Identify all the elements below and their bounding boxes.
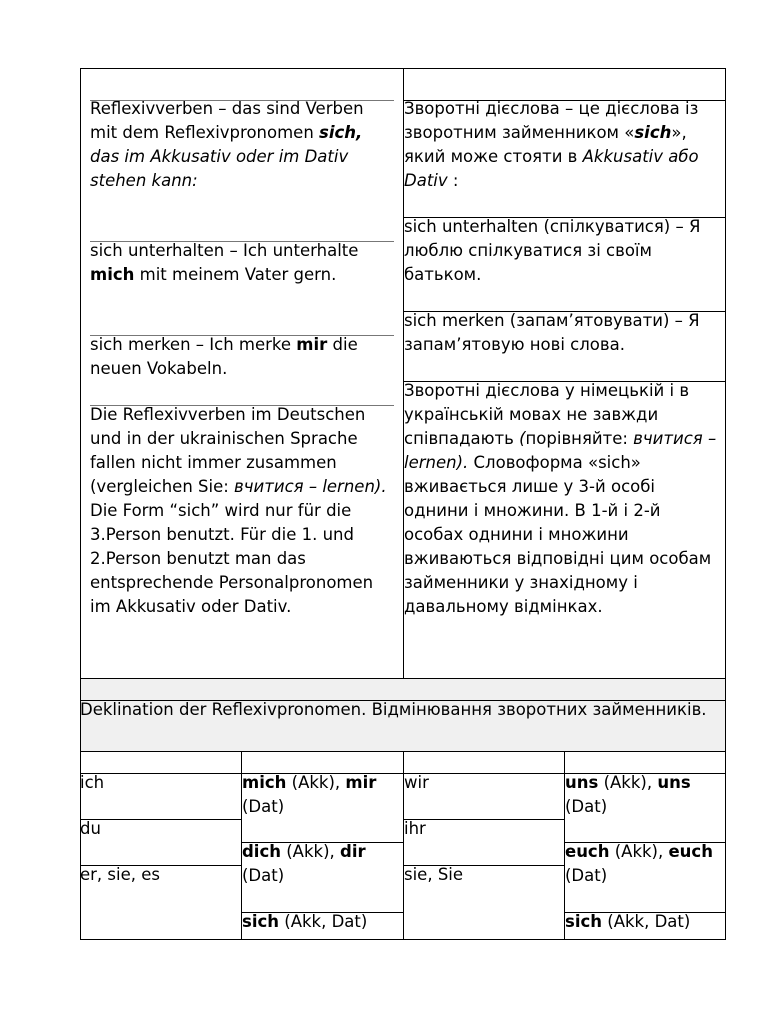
- row-divider: [403, 819, 564, 820]
- pronoun-er-sie-es: er, sie, es: [80, 865, 160, 884]
- de-example-merken: sich merken – Ich merke mir die neuen Vokabeln.: [90, 335, 358, 378]
- uk-example-merken: sich merken (запам’ятовувати) – Я запам’ятовую нові слова.: [404, 311, 700, 354]
- uk-definition: Зворотні дієслова – це дієслова із зворотним займенником «sich», який може стояти в Akkusativ або Dativ :: [404, 99, 699, 190]
- row-divider: [80, 819, 241, 820]
- reflexive-sich-singular: sich (Akk, Dat): [242, 912, 368, 931]
- pronoun-ich: ich: [80, 773, 105, 792]
- de-definition: Reflexivverben – das sind Verben mit dem Reflexivpronomen sich, das im Akkusativ oder im Dativ stehen kann:: [90, 99, 364, 190]
- reflexive-mich-mir: mich (Akk), mir (Dat): [242, 773, 377, 816]
- declension-title: Deklination der Reflexivpronomen. Відмінювання зворотних займенників.: [80, 700, 707, 719]
- reflexive-euch: euch (Akk), euch (Dat): [565, 842, 713, 885]
- reflexive-dich-dir: dich (Akk), dir (Dat): [242, 842, 366, 885]
- pronoun-ihr: ihr: [404, 819, 426, 838]
- de-note: Die Reflexivverben im Deutschen und in der ukrainischen Sprache fallen nicht immer zusammen (vergleichen Sie: вчитися – lernen). Die Form “sich” wird nur für die 3.Person benutzt. Für die 1. und 2.Person benutzt man das entsprechende Personalpronomen im Akkusativ oder Dativ.: [90, 405, 387, 616]
- uk-note: Зворотні дієслова у німецькій і в українській мовах не завжди співпадають (порівняйте: вчитися – lernen). Словоформа «sich» вживається лише у 3-й особі однини і множини. В 1-й і 2-й особах однини і множини вживаються відповідні цим особам займенники у знахідному і давальному відмінках.: [404, 381, 717, 616]
- uk-example-unterhalten: sich unterhalten (спілкуватися) – Я люблю спілкуватися зі своїм батьком.: [404, 217, 701, 284]
- section-band: [81, 679, 725, 700]
- reflexive-uns: uns (Akk), uns (Dat): [565, 773, 691, 816]
- pronoun-sie-Sie: sie, Sie: [404, 865, 464, 884]
- reflexive-sich-plural: sich (Akk, Dat): [565, 912, 691, 931]
- pronoun-du: du: [80, 819, 101, 838]
- pronoun-wir: wir: [404, 773, 429, 792]
- de-example-unterhalten: sich unterhalten – Ich unterhalte mich mit meinem Vater gern.: [90, 241, 359, 284]
